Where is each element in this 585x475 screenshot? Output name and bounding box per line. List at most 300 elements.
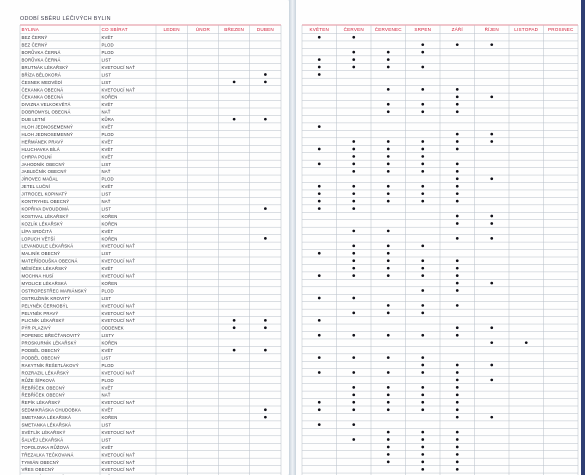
plant-name: MATEŘÍDOUŠKA OBECNÁ (21, 258, 78, 264)
collected-part: PLOD (101, 42, 114, 48)
harvest-dot (352, 163, 355, 166)
harvest-dot (456, 274, 459, 277)
harvest-dot (352, 274, 355, 277)
harvest-dot (387, 58, 390, 61)
plant-name: SMETANKA LÉKAŘSKÁ (21, 422, 72, 428)
harvest-dot (421, 192, 424, 195)
collected-part: KVETOUCÍ NAŤ (101, 452, 135, 458)
harvest-dot (352, 192, 355, 195)
harvest-dot (490, 177, 493, 180)
collected-part: KOŘEN (101, 415, 118, 421)
harvest-dot (421, 334, 424, 337)
harvest-dot (456, 408, 459, 411)
header-month: ÚNOR (195, 27, 211, 33)
harvest-dot (352, 140, 355, 143)
plant-name: PELYNĚK PRAVÝ (21, 310, 59, 316)
plant-name: OSTROPESTŘEC MARIÁNSKÝ (21, 288, 87, 294)
harvest-dot (490, 140, 493, 143)
plant-name: BRUTNÁK LÉKAŘSKÝ (21, 64, 69, 70)
plant-name: DIVIZNA VELKOKVĚTÁ (21, 102, 71, 108)
harvest-dot (421, 312, 424, 315)
plant-name: TOPOLOVKA RŮŽOVÁ (21, 444, 70, 450)
harvest-dot (456, 438, 459, 441)
collected-part: KOŘEN (101, 236, 118, 242)
harvest-dot (387, 356, 390, 359)
header-month: ZÁŘÍ (451, 27, 463, 33)
harvest-dot (352, 51, 355, 54)
collected-part: KVETOUCÍ NAŤ (101, 64, 135, 70)
collected-part: ODDENEK (101, 325, 124, 331)
collected-part: KVĚT (101, 35, 114, 41)
harvest-dot (318, 66, 321, 69)
collected-part: KVĚT (101, 228, 114, 234)
harvest-dot (525, 341, 528, 344)
harvest-dot (318, 401, 321, 404)
harvest-dot (318, 252, 321, 255)
harvest-dot (421, 438, 424, 441)
collected-part: KOŘEN (101, 280, 118, 286)
harvest-dot (421, 274, 424, 277)
harvest-dot (421, 453, 424, 456)
harvest-dot (387, 51, 390, 54)
harvest-dot (318, 200, 321, 203)
harvest-dot (387, 408, 390, 411)
harvest-dot (318, 36, 321, 39)
harvest-dot (456, 468, 459, 471)
header-month: PROSINEC (547, 27, 574, 33)
collected-part: KVĚT (101, 444, 114, 450)
harvest-dot (318, 185, 321, 188)
harvest-dot (387, 453, 390, 456)
harvest-dot (387, 312, 390, 315)
harvest-dot (387, 140, 390, 143)
harvest-dot (456, 386, 459, 389)
plant-name: BEZ ČERNÝ (21, 35, 48, 41)
harvest-dot (233, 326, 236, 329)
harvest-dot (421, 244, 424, 247)
harvest-dot (421, 393, 424, 396)
header-plant: BYLINA (21, 27, 40, 33)
harvest-dot (318, 73, 321, 76)
collected-part: PLOD (101, 377, 114, 383)
harvest-dot (421, 51, 424, 54)
harvest-dot (352, 408, 355, 411)
header-part: CO SBÍRAT (101, 27, 128, 33)
plant-name: SMETANKA LÉKAŘSKÁ (21, 415, 72, 421)
collected-part: KVETOUCÍ NAŤ (101, 310, 135, 316)
harvest-dot (318, 207, 321, 210)
plant-name: TYMIÁN OBECNÝ (21, 459, 60, 465)
harvest-dot (421, 371, 424, 374)
harvest-dot (490, 341, 493, 344)
harvest-dot (387, 66, 390, 69)
harvest-dot (352, 438, 355, 441)
collected-part: LIST (101, 57, 112, 63)
collected-part: PLOD (101, 176, 114, 182)
collected-part: KVĚT (101, 124, 114, 130)
harvest-dot (456, 446, 459, 449)
collected-part: PLOD (101, 131, 114, 137)
collected-part: KVETOUCÍ NAŤ (101, 87, 135, 93)
harvest-dot (421, 304, 424, 307)
harvest-dot (352, 207, 355, 210)
harvest-dot (387, 192, 390, 195)
harvest-dot (490, 416, 493, 419)
harvest-dot (264, 73, 267, 76)
collected-part: LIST (101, 161, 112, 167)
harvest-dot (421, 140, 424, 143)
header-month: ČERVENEC (374, 27, 402, 33)
harvest-dot (456, 267, 459, 270)
harvest-dot (387, 438, 390, 441)
collected-part: LIST (101, 72, 112, 78)
collected-part: KVĚT (101, 266, 114, 272)
plant-name: JAHODNÍK OBECNÝ (21, 161, 65, 167)
collected-part: KVETOUCÍ NAŤ (101, 258, 135, 264)
harvest-dot (421, 289, 424, 292)
harvest-dot (456, 401, 459, 404)
plant-name: ŠALVĚJ LÉKAŘSKÁ (21, 437, 64, 443)
harvest-dot (490, 326, 493, 329)
harvest-dot (352, 401, 355, 404)
plant-name: PÝR PLAZIVÝ (21, 325, 51, 331)
harvest-dot (456, 170, 459, 173)
collected-part: KVĚT (101, 184, 114, 190)
harvest-dot (456, 133, 459, 136)
collected-part: KVETOUCÍ NAŤ (101, 273, 135, 279)
page-title: ODOBÍ SBĚRU LÉČIVÝCH BYLIN (20, 16, 111, 22)
harvest-dot (456, 453, 459, 456)
harvest-dot (387, 371, 390, 374)
harvest-dot (421, 148, 424, 151)
harvest-dot (318, 319, 321, 322)
harvest-dot (387, 259, 390, 262)
plant-name: ŘEPÍK LÉKAŘSKÝ (21, 400, 61, 406)
plant-name: TŘEZALKA TEČKOVANÁ (21, 452, 74, 458)
harvest-dot (233, 81, 236, 84)
harvest-dot (318, 356, 321, 359)
harvest-dot (318, 334, 321, 337)
collected-part: PLOD (101, 288, 114, 294)
harvest-dot (352, 155, 355, 158)
header-month: BŘEZEN (224, 27, 245, 33)
harvest-dot (352, 312, 355, 315)
harvest-dot (421, 401, 424, 404)
harvest-dot (387, 267, 390, 270)
plant-name: PROSKURNÍK LÉKAŘSKÝ (21, 340, 77, 346)
harvest-dot (318, 371, 321, 374)
plant-name: PELYNĚK ČERNOBÝL (21, 303, 69, 309)
harvest-dot (421, 356, 424, 359)
harvest-dot (421, 103, 424, 106)
harvest-dot (421, 155, 424, 158)
header-month: LISTOPAD (514, 27, 539, 33)
harvest-dot (318, 192, 321, 195)
harvest-dot (421, 267, 424, 270)
header-month: DUBEN (256, 27, 274, 33)
plant-name: SEDMIKRÁSKA CHUDOBKA (21, 407, 81, 413)
harvest-dot (233, 319, 236, 322)
harvest-dot (387, 274, 390, 277)
harvest-dot (352, 36, 355, 39)
plant-name: ROZRAZIL LÉKAŘSKÝ (21, 370, 70, 376)
plant-name: HLOH JEDNOSEMENNÝ (21, 131, 73, 137)
harvest-dot (352, 393, 355, 396)
harvest-dot (352, 386, 355, 389)
collected-part: LIST (101, 355, 112, 361)
plant-name: VŘES OBECNÝ (21, 467, 55, 473)
plant-name: JITROCEL KOPINATÝ (21, 191, 68, 197)
harvest-dot (387, 110, 390, 113)
harvest-dot (456, 148, 459, 151)
harvest-dot (387, 401, 390, 404)
collected-part: LIST (101, 251, 112, 257)
plant-name: KOSTIVAL LÉKAŘSKÝ (21, 213, 69, 219)
collected-part: NAŤ (101, 199, 111, 204)
harvest-dot (456, 222, 459, 225)
plant-name: LÍPA SRDČITÁ (21, 228, 53, 234)
harvest-dot (456, 185, 459, 188)
harvest-dot (352, 244, 355, 247)
harvest-dot (352, 170, 355, 173)
harvest-dot (490, 364, 493, 367)
collected-part: LIST (101, 422, 112, 428)
harvest-dot (421, 66, 424, 69)
harvest-dot (421, 200, 424, 203)
plant-name: MALINÍK OBECNÝ (21, 251, 61, 257)
harvest-dot (456, 282, 459, 285)
plant-name: HLOH JEDNOSEMENNÝ (21, 124, 73, 130)
plant-name: PODBĚL OBECNÝ (21, 348, 61, 353)
harvest-dot (352, 371, 355, 374)
harvest-dot (456, 371, 459, 374)
collected-part: NAŤ (101, 392, 111, 398)
plant-name: BŘÍZA BĚLOKORÁ (21, 72, 61, 78)
collected-part: KOŘEN (101, 94, 118, 100)
collected-part: KVĚT (101, 348, 114, 353)
harvest-dot (264, 118, 267, 121)
harvest-dot (264, 207, 267, 210)
harvest-dot (456, 103, 459, 106)
collected-part: KVĚT (101, 146, 114, 152)
harvest-dot (387, 103, 390, 106)
harvest-dot (318, 274, 321, 277)
harvest-dot (387, 185, 390, 188)
harvest-dot (387, 163, 390, 166)
plant-name: ŘEBŘÍČEK OBECNÝ (21, 385, 66, 391)
harvest-dot (456, 192, 459, 195)
harvest-dot (456, 364, 459, 367)
harvest-dot (456, 259, 459, 262)
harvest-dot (456, 416, 459, 419)
harvest-dot (387, 304, 390, 307)
plant-name: BORŮVKA ČERNÁ (21, 50, 61, 55)
harvest-dot (490, 379, 493, 382)
harvest-dot (233, 349, 236, 352)
harvest-dot (387, 244, 390, 247)
harvest-dot (456, 88, 459, 91)
harvest-dot (387, 446, 390, 449)
harvest-dot (456, 215, 459, 218)
collected-part: KOŘEN (101, 340, 118, 346)
harvest-dot (421, 446, 424, 449)
plant-name: LEVANDULE LÉKAŘSKÁ (21, 243, 74, 249)
harvest-dot (264, 237, 267, 240)
plant-name: RAKYTNÍK ŘEŠETLÁKOVÝ (21, 362, 79, 368)
harvest-dot (387, 230, 390, 233)
harvest-dot (421, 88, 424, 91)
plant-name: HEŘMÁNEK PRAVÝ (21, 139, 64, 145)
harvest-dot (456, 237, 459, 240)
plant-name: KOPŘIVA DVOUDOMÁ (21, 206, 69, 212)
harvest-dot (352, 423, 355, 426)
harvest-dot (352, 58, 355, 61)
plant-name: KONTRYHEL OBECNÝ (21, 199, 70, 204)
harvest-dot (264, 416, 267, 419)
plant-name: BORŮVKA ČERNÁ (21, 57, 61, 63)
harvest-dot (456, 43, 459, 46)
harvest-dot (352, 185, 355, 188)
collected-part: KVETOUCÍ NAŤ (101, 243, 135, 249)
collected-part: KVETOUCÍ NAŤ (101, 303, 135, 309)
plant-name: SVĚTLÍK LÉKAŘSKÝ (21, 429, 66, 435)
header-month: LEDEN (163, 27, 180, 33)
harvest-dot (421, 386, 424, 389)
plant-name: HLUCHAVKA BÍLÁ (21, 146, 60, 152)
plant-name: ŘEBŘÍČEK OBECNÝ (21, 392, 66, 398)
collected-part: LIST (101, 437, 112, 443)
harvest-dot (421, 461, 424, 464)
harvest-dot (387, 170, 390, 173)
collected-part: KVETOUCÍ NAŤ (101, 400, 135, 406)
harvest-dot (456, 110, 459, 113)
collected-part: KVETOUCÍ NAŤ (101, 318, 135, 324)
plant-name: CHRPA POLNÍ (21, 154, 52, 160)
harvest-dot (421, 170, 424, 173)
harvest-dot (490, 222, 493, 225)
collected-part: LIST (101, 295, 112, 301)
plant-name: ČEKANKA OBECNÁ (21, 94, 64, 100)
plant-name: DOBROMYSL OBECNÁ (21, 109, 71, 115)
harvest-dot (387, 393, 390, 396)
harvest-dot (318, 148, 321, 151)
collected-part: KVETOUCÍ NAŤ (101, 467, 135, 473)
harvest-dot (352, 252, 355, 255)
harvest-dot (456, 289, 459, 292)
harvest-dot (490, 215, 493, 218)
plant-name: JABLEČNÍK OBECNÝ (21, 169, 67, 175)
harvest-dot (421, 468, 424, 471)
harvest-dot (421, 364, 424, 367)
header-month: ŘÍJEN (484, 27, 499, 33)
harvest-dot (456, 334, 459, 337)
collected-part: LIST (101, 191, 112, 197)
collected-part: PLOD (101, 50, 114, 55)
plant-name: MĚSÍČEK LÉKAŘSKÝ (21, 266, 68, 272)
harvest-dot (456, 163, 459, 166)
plant-name: OSTRUŽINÍK KROVITÝ (21, 295, 71, 301)
collected-part: LISTY (101, 333, 115, 339)
harvest-dot (264, 326, 267, 329)
collected-part: LIST (101, 206, 112, 212)
collected-part: LIST (101, 79, 112, 85)
harvest-dot (456, 304, 459, 307)
collected-part: KŮRA (101, 117, 115, 123)
collected-part: NAŤ (101, 109, 111, 115)
harvest-dot (352, 148, 355, 151)
harvest-dot (456, 140, 459, 143)
plant-name: DUB LETNÍ (21, 117, 46, 123)
harvest-dot (387, 386, 390, 389)
harvest-dot (318, 163, 321, 166)
harvest-dot (387, 431, 390, 434)
harvest-dot (352, 200, 355, 203)
harvest-dot (456, 177, 459, 180)
collected-part: KVĚT (101, 139, 114, 145)
harvest-dot (352, 267, 355, 270)
harvest-dot (490, 282, 493, 285)
collected-part: KVĚT (101, 407, 114, 413)
harvest-dot (456, 200, 459, 203)
harvest-dot (421, 431, 424, 434)
harvest-dot (456, 461, 459, 464)
harvest-dot (352, 334, 355, 337)
harvest-dot (387, 88, 390, 91)
collected-part: KVĚT (101, 154, 114, 160)
harvest-dot (456, 95, 459, 98)
harvest-dot (264, 81, 267, 84)
harvest-dot (387, 200, 390, 203)
harvest-dot (352, 297, 355, 300)
harvest-dot (352, 356, 355, 359)
harvest-dot (318, 408, 321, 411)
harvest-dot (421, 408, 424, 411)
plant-name: PODBĚL OBECNÝ (21, 355, 61, 361)
harvest-dot (421, 185, 424, 188)
collected-part: KOŘEN (101, 213, 118, 219)
harvest-dot (456, 431, 459, 434)
plant-name: ČESNEK MEDVĚDÍ (21, 79, 63, 85)
plant-name: JETEL LUČNÍ (21, 184, 50, 190)
harvest-dot (352, 259, 355, 262)
collected-part: KVETOUCÍ NAŤ (101, 370, 135, 376)
plant-name: JÍROVEC MAĎAL (21, 176, 59, 182)
plant-name: LOPUCH VĚTŠÍ (21, 236, 55, 242)
harvest-dot (387, 148, 390, 151)
collected-part: PLOD (101, 362, 114, 368)
harvest-dot (421, 43, 424, 46)
collected-part: KOŘEN (101, 221, 118, 227)
header-month: SRPEN (414, 27, 432, 33)
plant-name: RŮŽE ŠÍPKOVÁ (21, 377, 56, 383)
harvest-dot (352, 230, 355, 233)
harvest-dot (264, 408, 267, 411)
harvest-dot (490, 43, 493, 46)
plant-name: ČEKANKA OBECNÁ (21, 87, 64, 93)
harvest-dot (421, 259, 424, 262)
harvest-dot (387, 155, 390, 158)
harvest-dot (264, 319, 267, 322)
harvest-dot (387, 252, 390, 255)
collected-part: KVETOUCÍ NAŤ (101, 429, 135, 435)
harvest-dot (456, 326, 459, 329)
harvest-dot (318, 423, 321, 426)
harvest-dot (421, 163, 424, 166)
harvest-dot (456, 393, 459, 396)
plant-name: MOCHNA HUSÍ (21, 273, 54, 279)
plant-name: MYDLICE LÉKAŘSKÁ (21, 280, 67, 286)
plant-name: PLICNÍK LÉKAŘSKÝ (21, 318, 65, 324)
